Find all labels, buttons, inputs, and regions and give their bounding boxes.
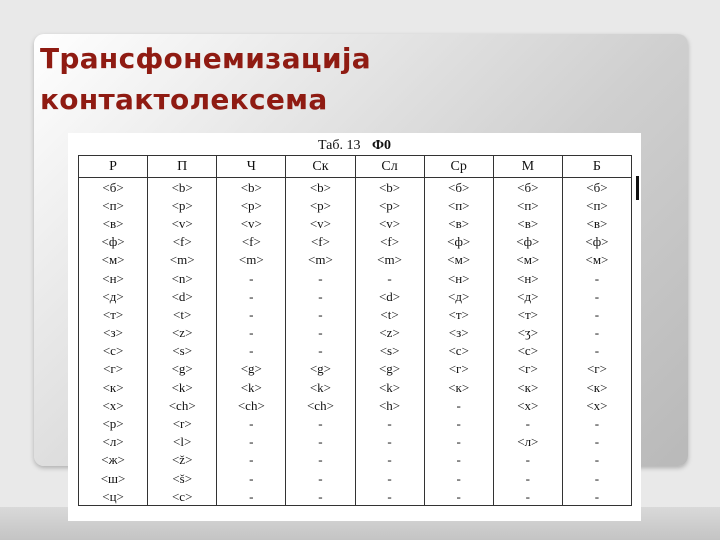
table-cell: <б> (424, 178, 493, 197)
table-cell: <н> (424, 269, 493, 287)
table-cell: - (424, 487, 493, 506)
table-cell: - (424, 469, 493, 487)
table-cell: <ц> (79, 487, 148, 506)
table-cell: <к> (493, 378, 562, 396)
table-cell: - (424, 433, 493, 451)
table-cell: <ch> (217, 396, 286, 414)
table-cell: <г> (79, 360, 148, 378)
table-cell: <к> (562, 378, 631, 396)
table-row (79, 396, 632, 414)
table-cell: <ž> (148, 451, 217, 469)
table-cell: - (286, 287, 355, 305)
table-cell: <v> (217, 214, 286, 232)
table-cell: <g> (355, 360, 424, 378)
table-cell: - (286, 342, 355, 360)
table-cell: <х> (79, 396, 148, 414)
table-cell: - (562, 324, 631, 342)
table-cell: - (355, 451, 424, 469)
table-cell: - (562, 451, 631, 469)
table-cell: <п> (79, 196, 148, 214)
table-row (79, 451, 632, 469)
table-cell: <ж> (79, 451, 148, 469)
table-cell: - (493, 487, 562, 506)
table-cell: <b> (217, 178, 286, 197)
column-header: Ск (286, 156, 355, 178)
table-cell: - (217, 324, 286, 342)
table-cell: - (424, 414, 493, 432)
table-cell: <к> (79, 378, 148, 396)
table-cell: <m> (355, 251, 424, 269)
table-row (79, 360, 632, 378)
table-cell: - (493, 469, 562, 487)
table-cell: - (217, 487, 286, 506)
table-cell: <б> (562, 178, 631, 197)
slide-title (40, 38, 560, 120)
table-cell: - (562, 414, 631, 432)
table-cell: <ш> (79, 469, 148, 487)
table-caption-symbol: Ф0 (372, 138, 392, 153)
table-cell: <f> (217, 233, 286, 251)
table-cell: - (562, 487, 631, 506)
table-cell: <k> (286, 378, 355, 396)
table-cell: <m> (148, 251, 217, 269)
table-cell: - (355, 269, 424, 287)
table-cell: <z> (355, 324, 424, 342)
table-row (79, 487, 632, 506)
table-cell: - (493, 414, 562, 432)
table-cell: <k> (355, 378, 424, 396)
table-cell: <м> (424, 251, 493, 269)
table-cell: <p> (286, 196, 355, 214)
table-cell: <g> (286, 360, 355, 378)
table-cell: <п> (562, 196, 631, 214)
table-cell: <м> (562, 251, 631, 269)
table-cell: <н> (493, 269, 562, 287)
table-cell: <v> (286, 214, 355, 232)
table-cell: <ф> (424, 233, 493, 251)
table-cell: <t> (355, 305, 424, 323)
table-cell: <в> (424, 214, 493, 232)
table-cell: <т> (424, 305, 493, 323)
table-cell: <ф> (79, 233, 148, 251)
table-cell: <ch> (148, 396, 217, 414)
table-cell: <f> (286, 233, 355, 251)
table-cell: - (562, 469, 631, 487)
column-header: Р (79, 156, 148, 178)
table-cell: <ʒ> (493, 324, 562, 342)
table-cell: <d> (148, 287, 217, 305)
table-cell: <p> (148, 196, 217, 214)
table-cell: <н> (79, 269, 148, 287)
table-cell: <k> (217, 378, 286, 396)
table-cell: - (562, 305, 631, 323)
column-header: П (148, 156, 217, 178)
table-cell: <d> (355, 287, 424, 305)
slide-title-line-1: Трансфонемизација (40, 42, 371, 75)
table-cell: <д> (493, 287, 562, 305)
table-row (79, 269, 632, 287)
slide-title-line-2: контактолексема (40, 83, 328, 116)
table-cell: <m> (286, 251, 355, 269)
table-cell: - (562, 342, 631, 360)
table-cell: <л> (493, 433, 562, 451)
table-row (79, 233, 632, 251)
table-cell: <в> (562, 214, 631, 232)
table-cell: <д> (424, 287, 493, 305)
column-header: Сл (355, 156, 424, 178)
table-cell: <т> (493, 305, 562, 323)
table-cell: - (355, 414, 424, 432)
table-cell: <х> (562, 396, 631, 414)
table-cell: <f> (148, 233, 217, 251)
table-cell: <p> (217, 196, 286, 214)
table-cell: - (217, 451, 286, 469)
table-cell: <л> (79, 433, 148, 451)
table-cell: - (355, 487, 424, 506)
table-cell: <s> (355, 342, 424, 360)
table-cell: - (355, 433, 424, 451)
table-edge-mark (636, 176, 639, 200)
table-cell: <h> (355, 396, 424, 414)
table-cell: <п> (424, 196, 493, 214)
table-cell: <v> (355, 214, 424, 232)
table-row (79, 178, 632, 197)
table-cell: - (493, 451, 562, 469)
table-cell: <м> (493, 251, 562, 269)
table-cell: <v> (148, 214, 217, 232)
table-cell: <з> (79, 324, 148, 342)
column-header: Ср (424, 156, 493, 178)
column-header: Ч (217, 156, 286, 178)
table-cell: <д> (79, 287, 148, 305)
table-cell: - (286, 414, 355, 432)
table-cell: <м> (79, 251, 148, 269)
table-cell: <к> (424, 378, 493, 396)
table-cell: <f> (355, 233, 424, 251)
table-cell: <с> (424, 342, 493, 360)
table-row (79, 251, 632, 269)
table-cell: - (286, 269, 355, 287)
table-cell: <s> (148, 342, 217, 360)
table-cell: <с> (79, 342, 148, 360)
table-cell: - (217, 305, 286, 323)
table-cell: <ф> (562, 233, 631, 251)
table-cell: <б> (79, 178, 148, 197)
transphonemization-table (78, 155, 632, 506)
table-cell: <n> (148, 269, 217, 287)
table-cell: - (562, 269, 631, 287)
table-cell: <t> (148, 305, 217, 323)
table-cell: - (217, 433, 286, 451)
table-cell: - (286, 305, 355, 323)
table-cell: <g> (217, 360, 286, 378)
table-cell: <b> (148, 178, 217, 197)
table-cell: <l> (148, 433, 217, 451)
table-cell: <х> (493, 396, 562, 414)
table-cell: <з> (424, 324, 493, 342)
table-cell: <p> (355, 196, 424, 214)
table-cell: <ф> (493, 233, 562, 251)
table-cell: <g> (148, 360, 217, 378)
table-row (79, 342, 632, 360)
table-cell: - (286, 451, 355, 469)
table-cell: - (562, 287, 631, 305)
table-cell: <г> (493, 360, 562, 378)
table-row (79, 378, 632, 396)
table-cell: <б> (493, 178, 562, 197)
table-cell: - (217, 342, 286, 360)
table-row (79, 305, 632, 323)
table-cell: - (424, 451, 493, 469)
table-row (79, 433, 632, 451)
table-cell: - (217, 469, 286, 487)
table-row (79, 196, 632, 214)
table-cell: <т> (79, 305, 148, 323)
table-cell: <b> (355, 178, 424, 197)
column-header: Б (562, 156, 631, 178)
table-cell: <в> (493, 214, 562, 232)
table-cell: - (217, 414, 286, 432)
table-cell: - (286, 433, 355, 451)
table-cell: <п> (493, 196, 562, 214)
table-row (79, 469, 632, 487)
table-cell: <г> (424, 360, 493, 378)
table-caption (68, 136, 641, 156)
table-row (79, 324, 632, 342)
table-cell: - (562, 433, 631, 451)
table-row (79, 414, 632, 432)
table-cell: <m> (217, 251, 286, 269)
column-header: М (493, 156, 562, 178)
table-cell: <c> (148, 487, 217, 506)
table-cell: <в> (79, 214, 148, 232)
table-row (79, 214, 632, 232)
table-cell: <р> (79, 414, 148, 432)
table-cell: - (424, 396, 493, 414)
table-cell: <г> (562, 360, 631, 378)
table-cell: <k> (148, 378, 217, 396)
table-cell: <b> (286, 178, 355, 197)
table-header-row (79, 156, 632, 178)
table-cell: - (355, 469, 424, 487)
table-cell: <r> (148, 414, 217, 432)
table-cell: <z> (148, 324, 217, 342)
table-row (79, 287, 632, 305)
table-cell: <š> (148, 469, 217, 487)
table-cell: - (217, 287, 286, 305)
table-cell: - (217, 269, 286, 287)
table-cell: - (286, 487, 355, 506)
table-cell: - (286, 469, 355, 487)
table-cell: <ch> (286, 396, 355, 414)
table-cell: <с> (493, 342, 562, 360)
table-caption-label: Таб. 13 (317, 138, 361, 153)
table-cell: - (286, 324, 355, 342)
